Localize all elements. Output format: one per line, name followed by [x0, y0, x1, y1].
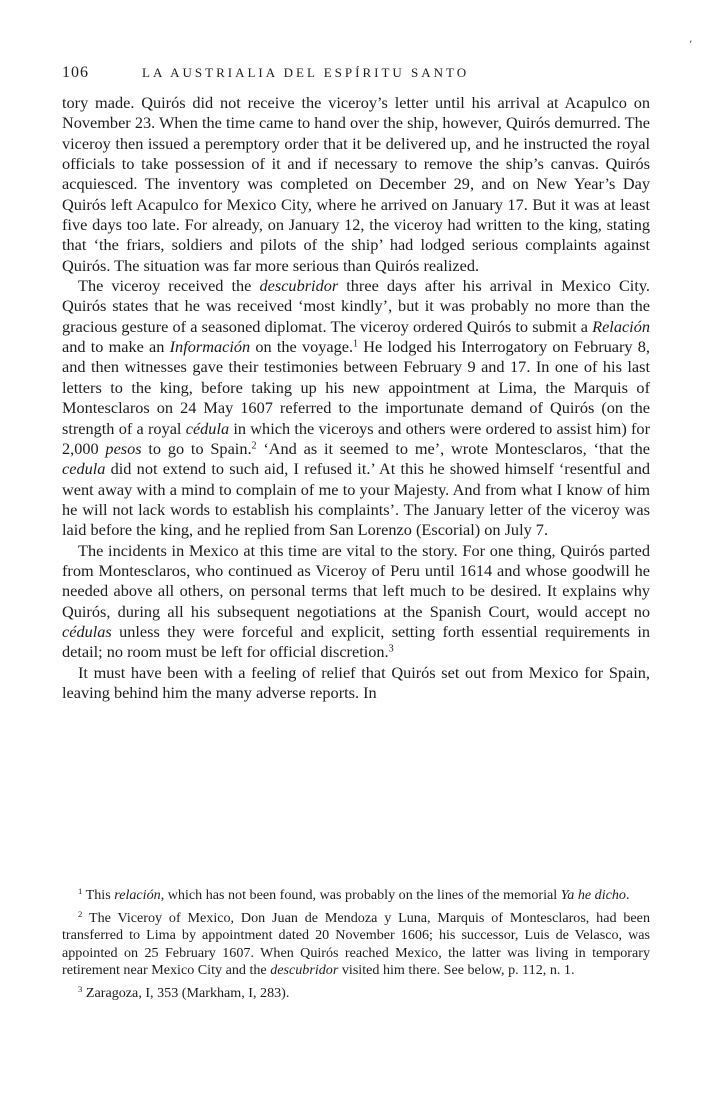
text-run: .: [625, 887, 630, 903]
italic-term: Información: [169, 337, 251, 357]
page-number: 106: [62, 64, 89, 81]
page-header: [62, 64, 650, 86]
footnote-marker: 1: [353, 338, 359, 350]
italic-term: Ya he dicho: [560, 887, 626, 903]
text-run: Zaragoza, I, 353 (Markham, I, 283).: [82, 984, 290, 1001]
text-run: The Viceroy of Mexico, Don Juan de Mendoza y Luna, Marquis of Montesclaros, had been transferred to Lima by appointment dated 20 November 1606; his successor, Luis de Velasco, was appointed on 25 February 1607. When Quirós reached Mexico, the latter was living in temporary retirement near Mexico City and the: [62, 909, 650, 979]
text-run: to go to Spain.: [141, 438, 252, 458]
paragraph-1: tory made. Quirós did not receive the viceroy’s letter until his arrival at Acapulco on November 23. When the time came to hand over the ship, however, Quirós demurred. The viceroy then issued a peremptory order that it be delivered up, and he instructed the royal officials to take possession of it and if necessary to remove the ship’s canvas. Quirós acquiesced. The inventory was completed on December 29, and on New Year’s Day Quirós left Acapulco for Mexico City, where he arrived on January 17. But it was at least five days too late. For already, on January 12, the viceroy had written to the king, stating that ‘the friars, soldiers and pilots of the ship’ had lodged serious complaints against Quirós. The situation was far more serious than Quirós realized.: [62, 93, 650, 275]
text-run: This: [82, 887, 115, 903]
paragraph-3: [62, 541, 650, 663]
italic-term: relación: [114, 887, 161, 903]
text-run: in which the viceroys and others were ordered to assist him) for 2,000: [62, 418, 650, 458]
footnote-marker: 2: [251, 440, 257, 452]
footnote-marker: 3: [78, 984, 83, 995]
text-run: , which has not been found, was probably on the lines of the memorial: [160, 887, 561, 903]
footnote-1: [62, 887, 650, 905]
running-head: LA AUSTRIALIA DEL ESPÍRITU SANTO: [142, 65, 470, 80]
footnote-marker: 2: [78, 908, 83, 919]
italic-term: descubridor: [270, 962, 339, 979]
paragraph-4: It must have been with a feeling of relief that Quirós set out from Mexico for Spain, leaving behind him the many adverse reports. In: [62, 662, 650, 702]
text-run: ‘And as it seemed to me’, wrote Montesclaros, ‘that the: [256, 438, 650, 458]
italic-term: descubridor: [259, 276, 339, 296]
text-run: did not extend to such aid, I refused it.’ At this he showed himself ‘resentful and went away with a mind to complain of me to your Majesty. And from what I know of him he will not lack words to establish his complaints’. The January letter of the viceroy was laid before the king, and he replied from San Lorenzo (Escorial) on July 7.: [62, 459, 650, 540]
footnote-2: [62, 910, 650, 980]
text-run: visited him there. See below, p. 112, n. 1.: [338, 962, 575, 979]
italic-term: cédula: [185, 418, 230, 438]
text-run: He lodged his Interrogatory on February 8, and then witnesses gave their testimonies between February 9 and 17. In one of his last letters to the king, before taking up his new appointment at Lima, the Marquis of Montesclaros on 24 May 1607 referred to the importunate demand of Quirós (on the strength of a royal: [62, 337, 650, 438]
footnote-marker: 3: [388, 643, 394, 655]
text-run: on the voyage.: [250, 337, 354, 357]
text-run: and to make an: [62, 337, 170, 357]
italic-term: pesos: [105, 438, 142, 458]
text-run: The incidents in Mexico at this time are vital to the story. For one thing, Quirós parted from Montesclaros, who continued as Viceroy of Peru until 1614 and whose goodwill he needed above all others, on personal terms that left much to be desired. It explains why Quirós, during all his subsequent negotiations at the Spanish Court, would accept no: [62, 540, 650, 621]
footnotes: [62, 887, 650, 1003]
italic-term: cedula: [62, 459, 106, 479]
italic-term: cédulas: [62, 621, 112, 641]
text-run: unless they were forceful and explicit, setting forth essential requirements in detail; no room must be left for official discretion.: [62, 621, 650, 662]
footnote-3: [62, 985, 650, 1003]
italic-term: Relación: [592, 316, 650, 336]
text-run: The viceroy received the: [78, 276, 260, 296]
text-run: three days after his arrival in Mexico City. Quirós states that he was received ‘most kindly’, but it was probably no more than the gracious gesture of a seasoned diplomat. The viceroy ordered Quirós to submit a: [62, 276, 650, 336]
footnote-marker: 1: [78, 886, 83, 897]
main-text: [62, 93, 650, 703]
corner-mark: ’: [689, 40, 693, 51]
paragraph-2: [62, 276, 650, 540]
